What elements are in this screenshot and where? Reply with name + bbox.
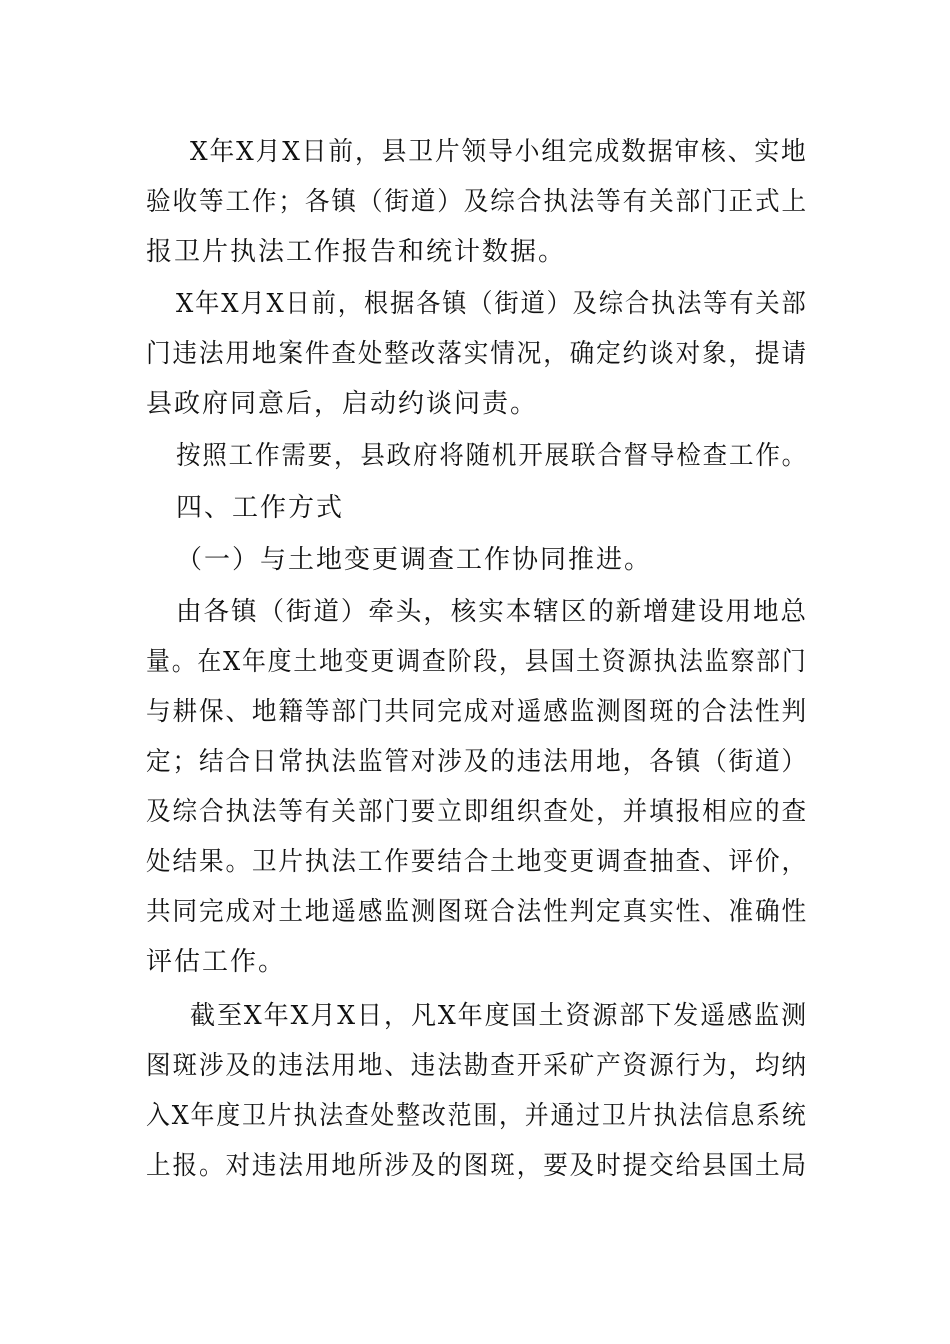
text-line: 截至X年X月X日，凡X年度国土资源部下发遥感监测	[190, 1001, 809, 1031]
text-line: 上报。对违法用地所涉及的图斑，要及时提交给县国土局	[146, 1151, 809, 1181]
text-line: 量。在X年度土地变更调查阶段，县国土资源执法监察部门	[146, 647, 808, 677]
text-line: 县政府同意后，启动约谈问责。	[146, 389, 539, 419]
section-heading: 四、工作方式	[176, 493, 345, 523]
text-line: 由各镇（街道）牵头，核实本辖区的新增建设用地总	[176, 597, 809, 627]
text-line: 门违法用地案件查处整改落实情况，确定约谈对象，提请	[146, 339, 809, 369]
subsection-heading: （一）与土地变更调查工作协同推进。	[176, 545, 653, 575]
text-line: 验收等工作；各镇（街道）及综合执法等有关部门正式上	[146, 187, 809, 217]
text-line: 评估工作。	[146, 947, 287, 977]
text-line: X年X月X日前，县卫片领导小组完成数据审核、实地	[190, 137, 808, 167]
text-line: 及综合执法等有关部门要立即组织查处，并填报相应的查	[146, 797, 809, 827]
text-line: 报卫片执法工作报告和统计数据。	[146, 237, 567, 267]
text-line: 入X年度卫片执法查处整改范围，并通过卫片执法信息系统	[146, 1101, 808, 1131]
text-line: 定；结合日常执法监管对涉及的违法用地，各镇（街道）	[146, 747, 809, 777]
text-line: X年X月X日前，根据各镇（街道）及综合执法等有关部	[176, 289, 808, 319]
text-line: 共同完成对土地遥感监测图斑合法性判定真实性、准确性	[146, 897, 809, 927]
text-line: 与耕保、地籍等部门共同完成对遥感监测图斑的合法性判	[146, 697, 809, 727]
text-line: 处结果。卫片执法工作要结合土地变更调查抽查、评价，	[146, 847, 809, 877]
text-line: 图斑涉及的违法用地、违法勘查开采矿产资源行为，均纳	[146, 1051, 809, 1081]
text-line: 按照工作需要，县政府将随机开展联合督导检查工作。	[176, 441, 809, 471]
